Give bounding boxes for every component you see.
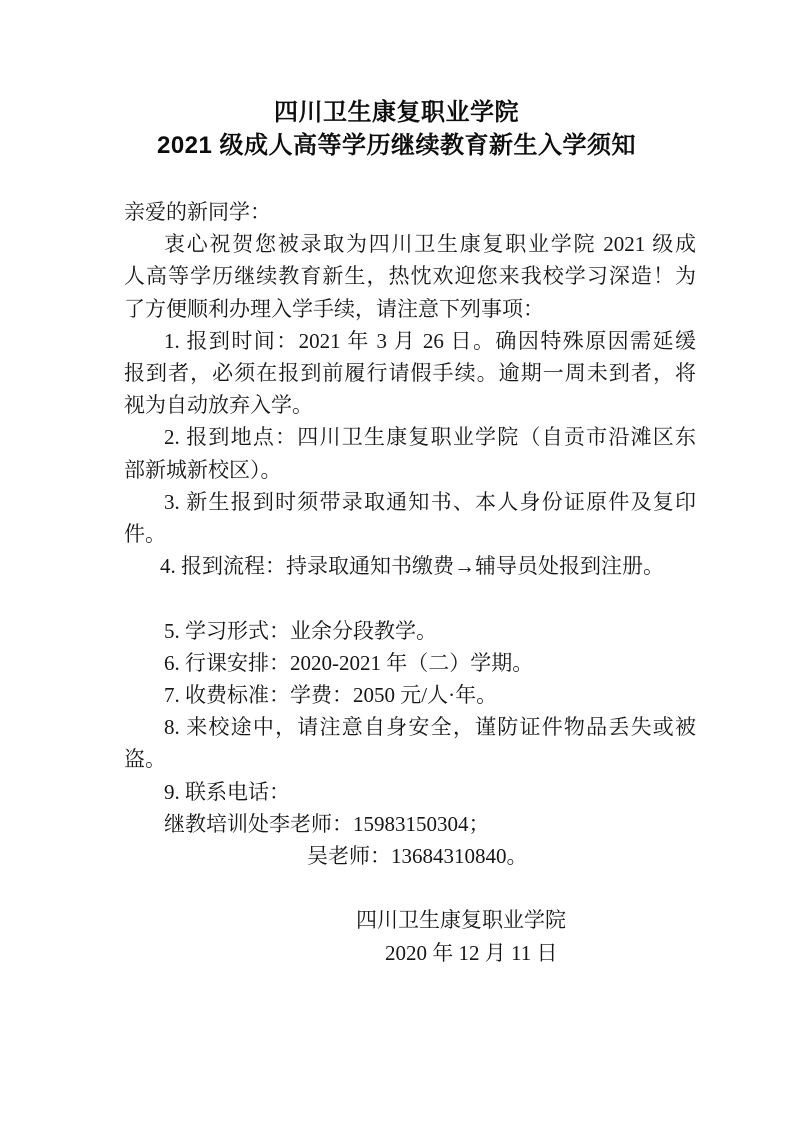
salutation: 亲爱的新同学： bbox=[124, 200, 271, 224]
contact-line-2: 吴老师：13684310840。 bbox=[307, 844, 528, 869]
notice-item-6: 6. 行课安排：2020-2021 年（二）学期。 bbox=[164, 650, 534, 675]
document-title: 四川卫生康复职业学院 bbox=[274, 99, 519, 126]
notice-item-5: 5. 学习形式：业余分段教学。 bbox=[164, 618, 437, 643]
notice-item-7: 7. 收费标准：学费：2050 元/人·年。 bbox=[164, 683, 498, 708]
notice-item-2a: 2. 报到地点：四川卫生康复职业学院（自贡市沿滩区东 bbox=[164, 425, 696, 450]
document-body bbox=[124, 196, 696, 969]
notice-item-1a: 1. 报到时间：2021 年 3 月 26 日。确因特殊原因需延缓 bbox=[164, 328, 696, 353]
signature-org: 四川卫生康复职业学院 bbox=[356, 908, 566, 933]
notice-item-8b: 盗。 bbox=[124, 747, 166, 772]
blank-line bbox=[124, 872, 696, 904]
notice-item-9: 9. 联系电话： bbox=[164, 779, 290, 804]
blank-line bbox=[124, 582, 696, 614]
contact-line-1: 继教培训处李老师：15983150304； bbox=[164, 811, 490, 836]
intro-line-3: 了方便顺利办理入学手续，请注意下列事项： bbox=[124, 296, 544, 321]
signature-date: 2020 年 12 月 11 日 bbox=[385, 940, 558, 965]
notice-item-3a: 3. 新生报到时须带录取通知书、本人身份证原件及复印 bbox=[164, 489, 696, 514]
intro-line-2: 人高等学历继续教育新生，热忱欢迎您来我校学习深造！为 bbox=[124, 264, 696, 289]
intro-line-1: 衷心祝贺您被录取为四川卫生康复职业学院 2021 级成 bbox=[164, 232, 696, 257]
notice-item-1c: 视为自动放弃入学。 bbox=[124, 393, 313, 418]
notice-item-1b: 报到者，必须在报到前履行请假手续。逾期一周未到者，将 bbox=[124, 361, 696, 386]
notice-item-2b: 部新城新校区）。 bbox=[124, 457, 282, 482]
notice-item-3b: 件。 bbox=[124, 522, 166, 547]
notice-item-4: 4. 报到流程：持录取通知书缴费→辅导员处报到注册。 bbox=[160, 554, 664, 579]
notice-item-8a: 8. 来校途中，请注意自身安全，谨防证件物品丢失或被 bbox=[164, 715, 696, 740]
document-subtitle: 2021 级成人高等学历继续教育新生入学须知 bbox=[156, 132, 637, 159]
document-title-block bbox=[0, 96, 793, 162]
